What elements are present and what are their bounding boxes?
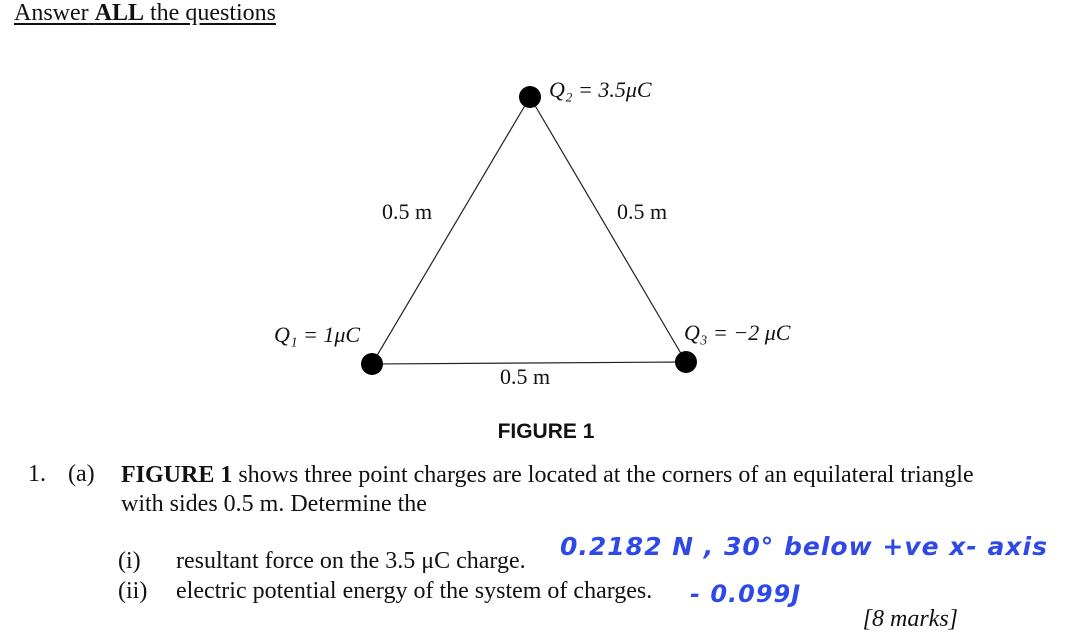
charge-q2-dot <box>519 86 541 108</box>
charge-q1-dot <box>361 353 383 375</box>
charge-q3-dot <box>675 351 697 373</box>
charge-q2-label: Q₂ = 3.5μC <box>549 77 652 102</box>
subquestion-1 <box>118 548 526 575</box>
subquestion-1-number: (i) <box>118 548 141 574</box>
charge-q3-label: Q₃ = −2 μC <box>684 320 791 345</box>
figure-caption <box>0 420 1080 444</box>
stem-text: shows three point charges are located at the corners of an equilateral triangle with sides 0.5 m. Determine the <box>121 462 974 517</box>
triangle-side-right <box>530 97 686 362</box>
heading-bold: ALL <box>94 0 145 26</box>
figure-caption-text: FIGURE 1 <box>497 420 595 443</box>
handwritten-answer-1: 0.2182 N , 30° below +ve x- axis <box>560 532 1048 561</box>
heading-suffix: the questions <box>150 0 277 26</box>
handwritten-answer-2: - 0.099J <box>690 580 802 608</box>
side-right-label: 0.5 m <box>617 199 668 224</box>
side-left-label: 0.5 m <box>382 199 433 224</box>
subquestion-2 <box>118 578 652 605</box>
side-bottom-label: 0.5 m <box>500 364 551 389</box>
question-part: (a) <box>68 461 95 487</box>
subquestion-2-number: (ii) <box>118 578 148 604</box>
subquestion-2-text: electric potential energy of the system of charges. <box>176 578 653 604</box>
question-stem <box>121 461 981 519</box>
subquestion-1-text: resultant force on the 3.5 μC charge. <box>176 548 526 574</box>
charge-q1-label: Q₁ = 1μC <box>274 322 361 347</box>
marks-allocation: [8 marks] <box>862 606 958 632</box>
question-number: 1. <box>28 461 46 487</box>
stem-figure-ref: FIGURE 1 <box>121 462 233 488</box>
triangle-side-left <box>372 97 530 364</box>
heading-prefix: Answer <box>14 0 89 26</box>
